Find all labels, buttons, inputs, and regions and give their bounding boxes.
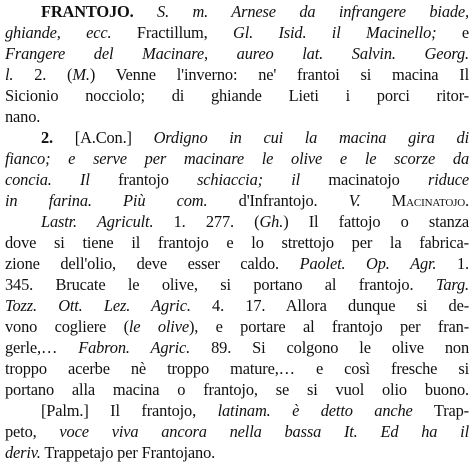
text-segment: dove si tiene il frantojo e lo strettojo per la fabrica- bbox=[5, 233, 469, 252]
text-segment: portano alla macina o frantojo, se si vuol olio buono. bbox=[5, 380, 469, 399]
text-segment: 1. bbox=[436, 254, 469, 273]
text-segment: ), e portare al frantojo per fran- bbox=[188, 317, 469, 336]
text-segment: [A.Con.] bbox=[53, 128, 154, 147]
text-segment: Fractillum, bbox=[111, 23, 234, 42]
text-segment: 2. ( bbox=[13, 65, 73, 84]
text-segment: Macinatojo. bbox=[360, 191, 469, 210]
text-line bbox=[5, 232, 469, 254]
text-segment: deriv. bbox=[5, 443, 41, 462]
text-segment: S. m. Arnese da infrangere biade, bbox=[133, 2, 469, 21]
text-segment: Frangere del Macinare, aureo lat. Salvin. Georg. bbox=[5, 44, 469, 63]
text-line bbox=[5, 43, 469, 65]
text-segment: V. bbox=[348, 191, 361, 210]
text-segment: le olive bbox=[128, 317, 189, 336]
text-segment: ghiande, ecc. bbox=[5, 23, 112, 42]
text-segment: Trap- bbox=[412, 401, 469, 420]
text-segment: zione dell'olio, deve esser caldo. bbox=[5, 254, 300, 273]
text-segment: peto, bbox=[5, 422, 60, 441]
text-segment: concia. Il bbox=[5, 170, 90, 189]
text-segment: schiaccia; il bbox=[197, 170, 301, 189]
text-segment: Fabron. Agric. bbox=[78, 338, 191, 357]
text-segment: voce viva ancora nella bassa It. Ed ha il bbox=[59, 422, 469, 441]
text-segment: latinam. è detto anche bbox=[217, 401, 413, 420]
text-segment: macinatojo bbox=[300, 170, 429, 189]
text-segment: 1. 277. ( bbox=[153, 212, 260, 231]
text-segment: M. bbox=[72, 65, 90, 84]
text-line bbox=[5, 442, 469, 464]
text-segment: Paolet. Op. Agr. bbox=[299, 254, 437, 273]
text-line bbox=[5, 295, 469, 317]
text-segment: nano. bbox=[5, 107, 41, 126]
text-line bbox=[5, 190, 469, 212]
text-line bbox=[5, 337, 469, 359]
text-line bbox=[41, 400, 469, 422]
text-segment: FRANTOJO. bbox=[41, 2, 134, 21]
text-segment: Trappetajo per Frantojano. bbox=[40, 443, 216, 462]
text-segment: fianco; e serve per macinare le olive e le scorze da bbox=[5, 149, 469, 168]
text-line bbox=[5, 274, 469, 296]
text-line bbox=[5, 85, 469, 107]
text-line bbox=[5, 64, 469, 86]
text-line bbox=[5, 148, 469, 170]
text-segment: Lastr. Agricult. bbox=[41, 212, 154, 231]
text-segment: frantojo bbox=[89, 170, 198, 189]
text-segment: Gh. bbox=[259, 212, 284, 231]
text-segment: in farina. Più com. bbox=[5, 191, 208, 210]
text-segment: d'Infrantojo. bbox=[207, 191, 349, 210]
text-line bbox=[41, 127, 469, 149]
text-line bbox=[5, 253, 469, 275]
text-segment: Ordigno in cui la macina gira di bbox=[153, 128, 470, 147]
text-segment: troppo acerbe nè troppo mature,… e così fresche si bbox=[5, 359, 469, 378]
text-segment: ) Il fattojo o stanza bbox=[283, 212, 469, 231]
text-line bbox=[5, 316, 469, 338]
text-line bbox=[41, 1, 469, 23]
text-segment: [Palm.] Il frantojo, bbox=[41, 401, 218, 420]
text-segment: ) Venne l'inverno: ne' frantoi si macina Il bbox=[89, 65, 469, 84]
text-segment: Sicionio nocciolo; di ghiande Lieti i porci ritor- bbox=[5, 86, 469, 105]
text-segment: Tozz. Ott. Lez. Agric. bbox=[5, 296, 191, 315]
text-segment: l. bbox=[5, 65, 14, 84]
text-segment: 4. 17. Allora dunque si de- bbox=[190, 296, 470, 315]
text-segment: 345. Brucate le olive, si portano al frantojo. bbox=[5, 275, 436, 294]
text-line bbox=[41, 211, 469, 233]
text-line bbox=[5, 379, 469, 401]
text-segment: riduce bbox=[428, 170, 469, 189]
text-line bbox=[5, 421, 469, 443]
text-line bbox=[5, 22, 469, 44]
text-segment: 2. bbox=[41, 128, 53, 147]
text-segment: e bbox=[436, 23, 469, 42]
text-segment: gerle,… bbox=[5, 338, 79, 357]
text-line bbox=[5, 106, 469, 128]
text-segment: Gl. Isid. il Macinello; bbox=[233, 23, 437, 42]
text-segment: vono cogliere ( bbox=[5, 317, 129, 336]
text-line bbox=[5, 358, 469, 380]
text-line bbox=[5, 169, 469, 191]
text-segment: 89. Si colgono le olive non bbox=[190, 338, 469, 357]
text-segment: Targ. bbox=[435, 275, 469, 294]
